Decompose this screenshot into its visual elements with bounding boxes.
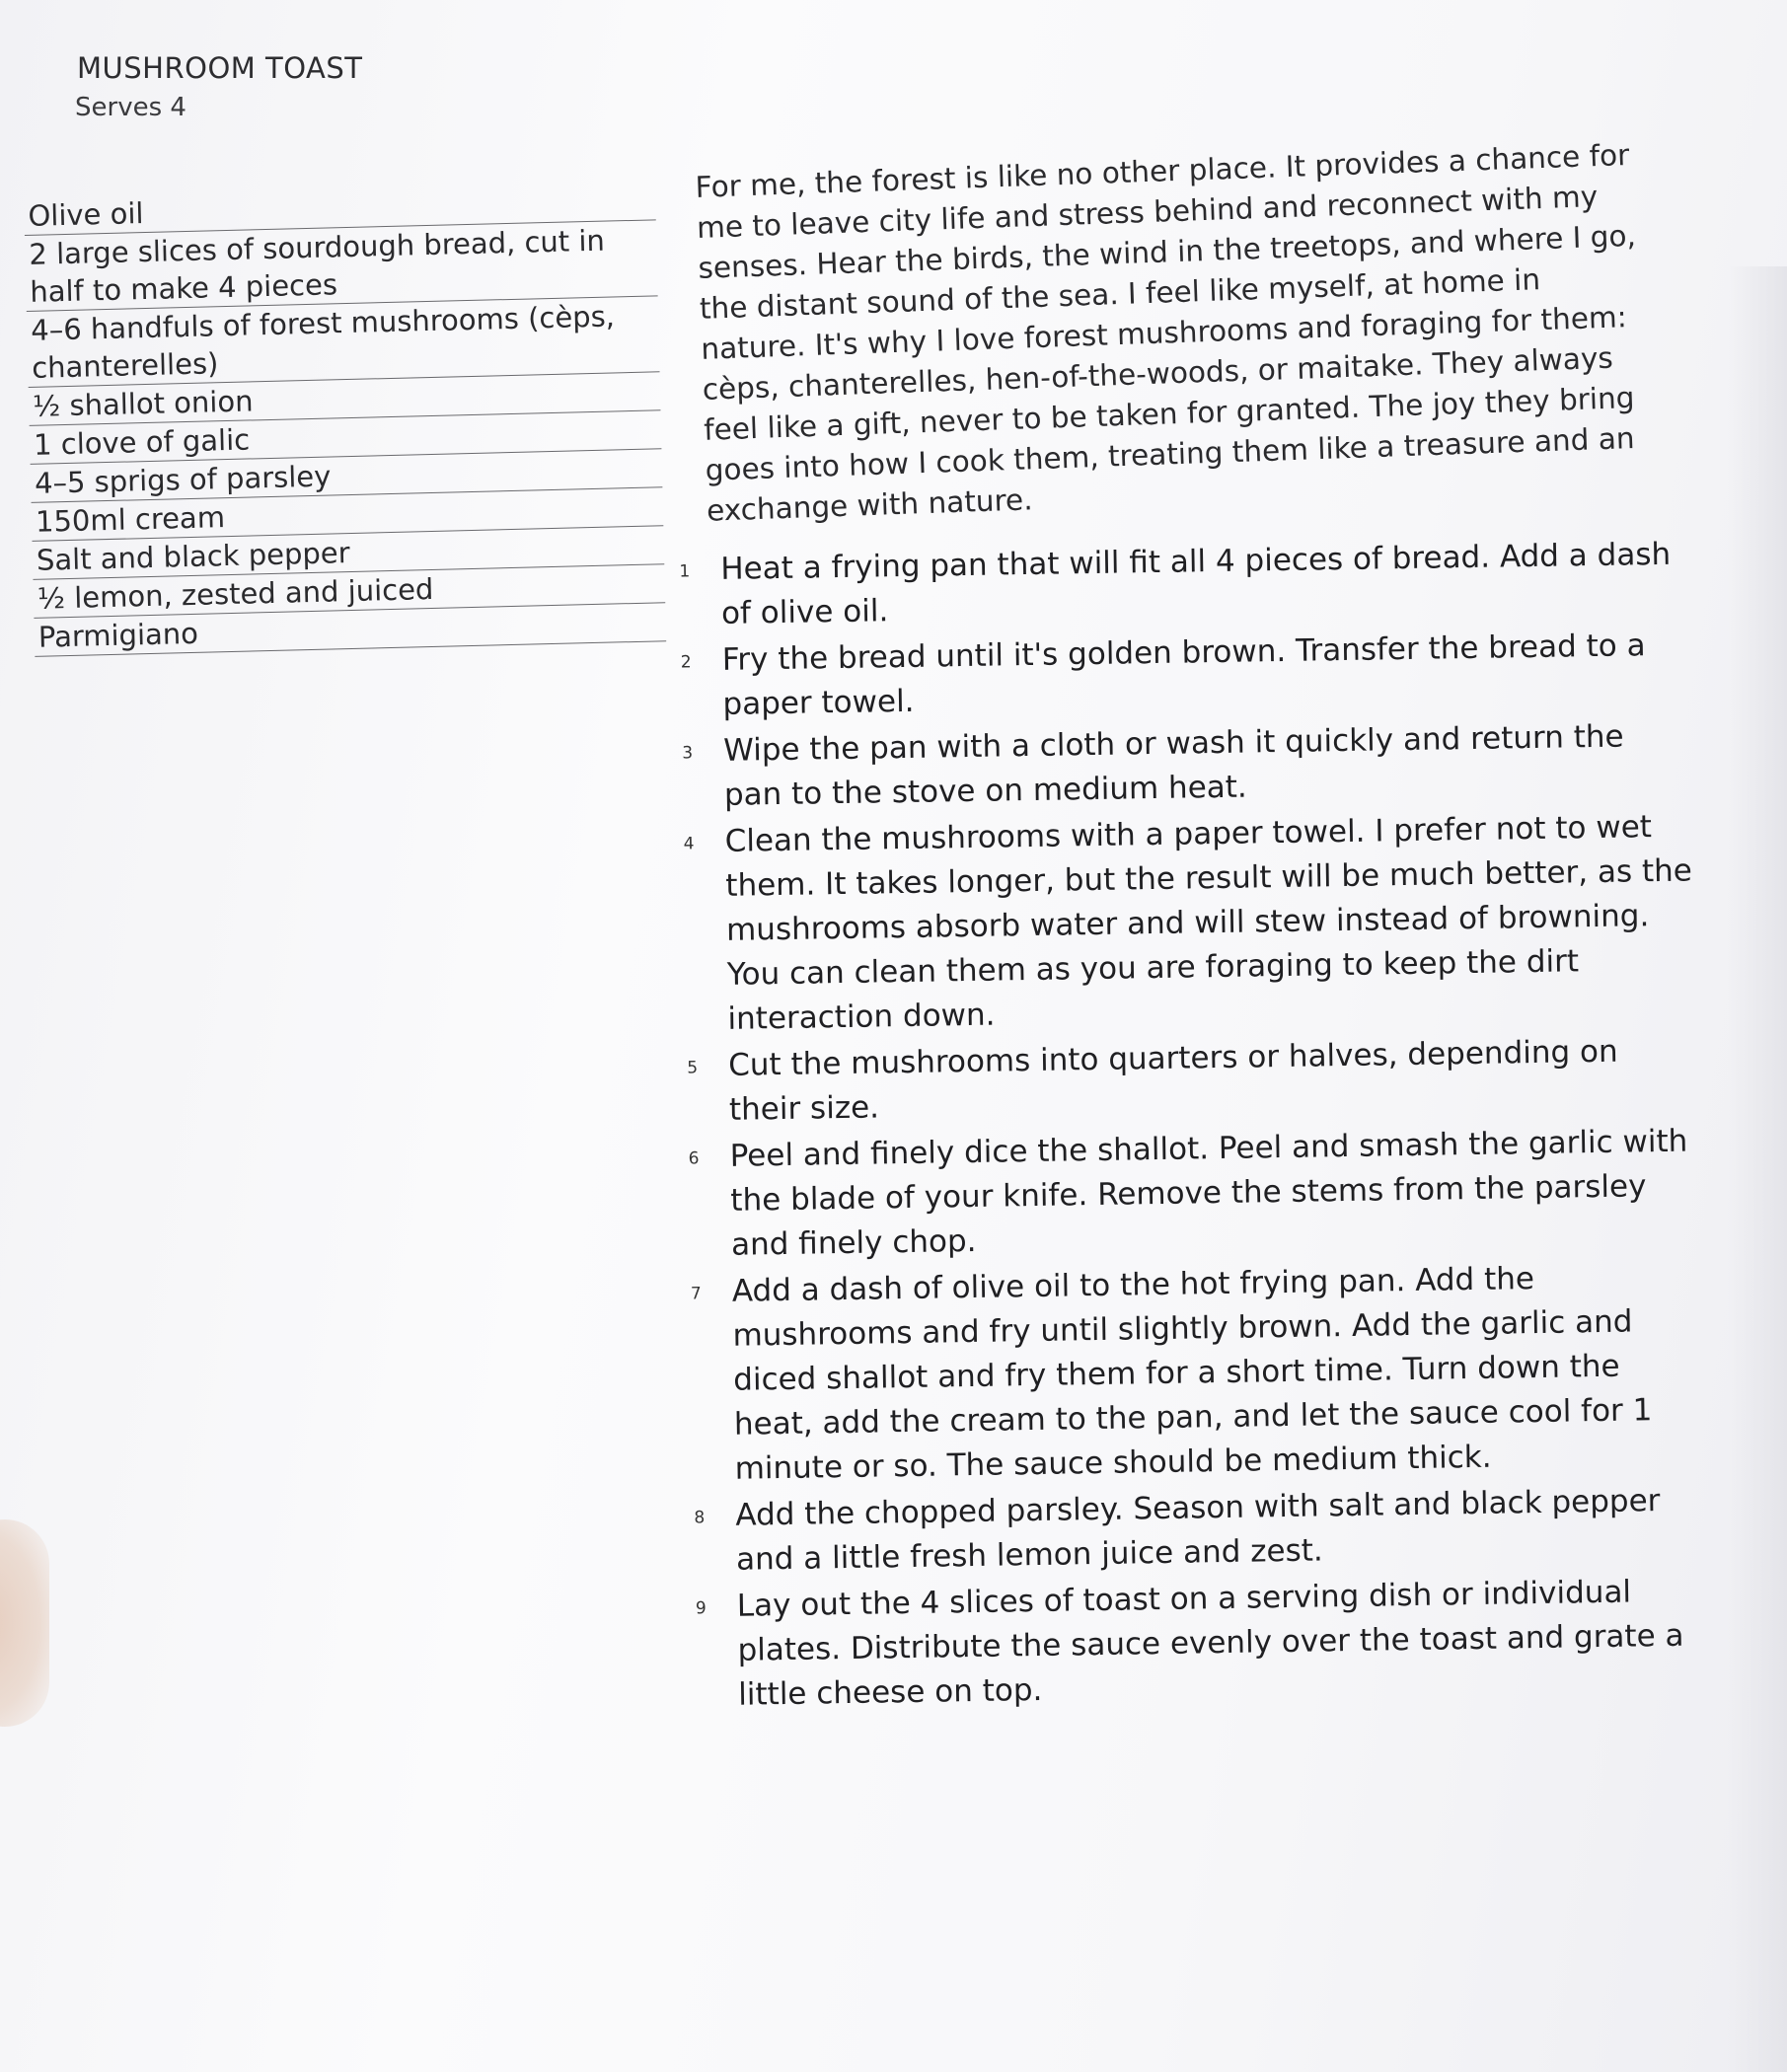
ingredient-item: ½ shallot onion (29, 372, 661, 426)
step-number: 2 (680, 652, 692, 673)
ingredient-item: 1 clove of galic (30, 410, 662, 465)
recipe-title: MUSHROOM TOAST (77, 51, 363, 85)
ingredient-item: Salt and black pepper (33, 526, 665, 580)
step-text: Fry the bread until it's golden brown. Transfer the bread to a paper towel. (721, 628, 1646, 722)
method-step (659, 1028, 1696, 1133)
ingredient-item: Parmigiano (34, 603, 666, 657)
method-step (654, 713, 1691, 818)
step-number: 6 (688, 1148, 700, 1169)
ingredient-list (24, 182, 666, 656)
step-text: Heat a frying pan that will fit all 4 pieces of bread. Add a dash of olive oil. (720, 536, 1672, 631)
method-step (651, 533, 1688, 637)
ingredient-item: 4–6 handfuls of forest mushrooms (cèps, chanterelles) (27, 296, 660, 388)
step-number: 5 (687, 1058, 699, 1078)
method-steps (651, 533, 1706, 1721)
ingredient-item: Olive oil (24, 182, 656, 236)
step-text: Add a dash of olive oil to the hot frying pan. Add the mushrooms and fry until slightly brown. Add the garlic and diced shallot and fry them for a short time. Turn down the heat, add the cream to the pan, and let the sauce cool for 1 minute or so. The sauce should be medium thick. (731, 1261, 1653, 1487)
method-step (668, 1569, 1706, 1718)
step-number: 1 (679, 561, 691, 582)
step-text: Wipe the pan with a cloth or wash it quickly and return the pan to the stove on medium heat. (722, 718, 1624, 813)
ingredient-item: ½ lemon, zested and juiced (33, 564, 665, 619)
intro-paragraph: For me, the forest is like no other place. It provides a chance for me to leave city life and stress behind and reconnect with my senses. Hear the birds, the wind in the treetops, and where I go, the distant sound of the sea. I feel like myself, at home in nature. It's why I love forest mushrooms and foraging for them: cèps, chanterelles, hen-of-the-woods, or maitake. They always feel like a gift, never to be taken for granted. The joy they bring goes into how I cook them, treating them like a treasure and an exchange with nature. (695, 137, 1637, 528)
method-step (662, 1254, 1701, 1492)
step-number: 3 (682, 743, 694, 764)
step-text: Cut the mushrooms into quarters or halves, depending on their size. (727, 1033, 1618, 1128)
step-number: 4 (683, 834, 695, 854)
ingredient-item: 150ml cream (32, 487, 664, 542)
ingredient-item: 4–5 sprigs of parsley (31, 449, 663, 503)
method-step (666, 1478, 1703, 1583)
step-text: Clean the mushrooms with a paper towel. I prefer not to wet them. It takes longer, but the result will be much better, as the mushrooms absorb water and will stew instead of browning. You can clean them as you are foraging to keep the dirt interaction down. (724, 809, 1693, 1037)
method-step (655, 804, 1694, 1042)
step-text: Add the chopped parsley. Season with salt and black pepper and a little fresh lemon juice and zest. (735, 1483, 1661, 1578)
thumb (0, 1519, 49, 1727)
ingredient-item: 2 large slices of sourdough bread, cut in half to make 4 pieces (25, 220, 658, 312)
page-edge-shadow (1728, 266, 1787, 2072)
method-step (652, 623, 1689, 727)
serves-label: Serves 4 (75, 93, 186, 122)
method-step (660, 1119, 1698, 1268)
step-number: 9 (695, 1598, 707, 1619)
step-number: 8 (694, 1508, 706, 1528)
step-text: Peel and finely dice the shallot. Peel and smash the garlic with the blade of your knife. Remove the stems from the parsley and finely chop. (729, 1123, 1688, 1263)
step-text: Lay out the 4 slices of toast on a serving dish or individual plates. Distribute the sauce evenly over the toast and grate a little cheese on top. (736, 1574, 1684, 1713)
step-number: 7 (690, 1284, 702, 1304)
